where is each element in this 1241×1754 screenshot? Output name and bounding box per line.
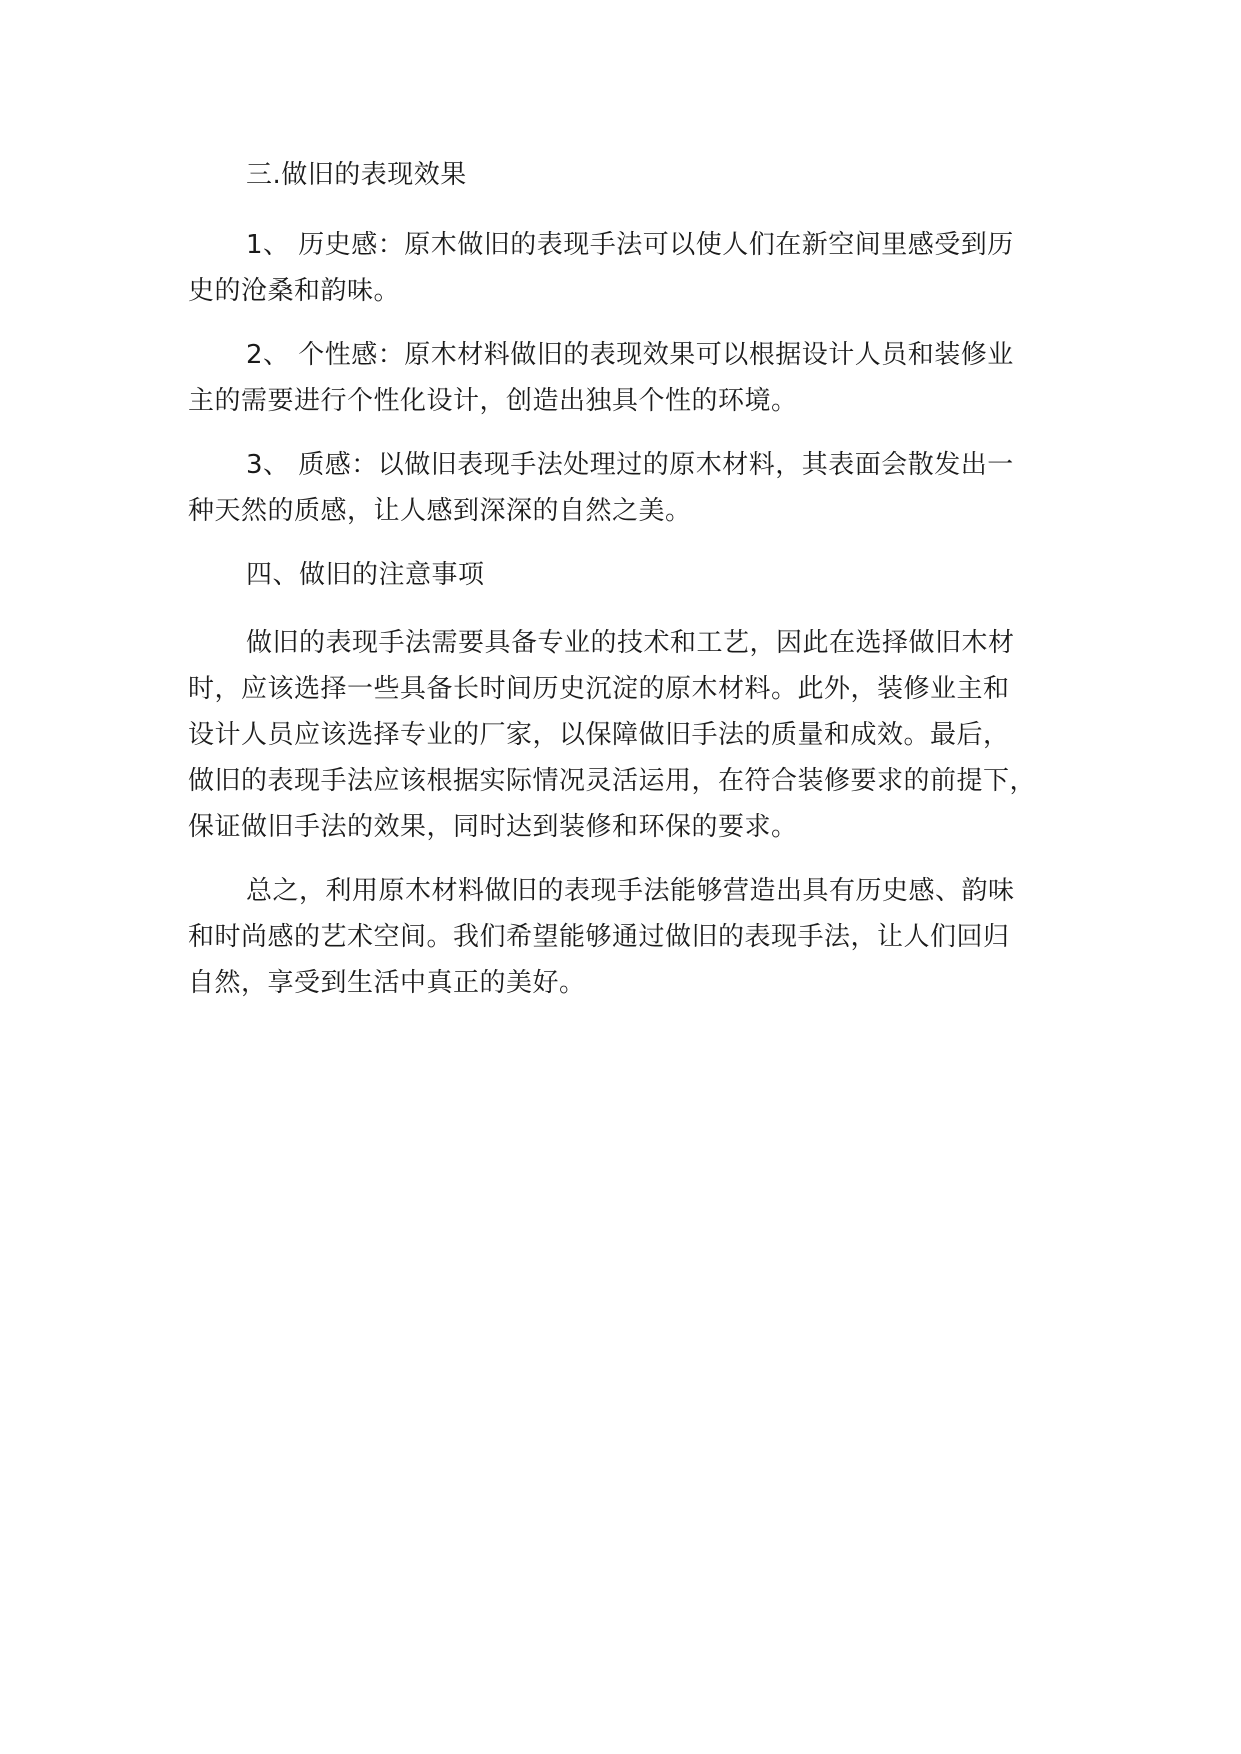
list-item-texture: 3、 质感：以做旧表现手法处理过的原木材料，其表面会散发出一 种天然的质感，让人感到深深的自然之美。 <box>188 450 1014 526</box>
section-heading-effects: 三.做旧的表现效果 <box>246 160 467 190</box>
body-paragraph-notes: 做旧的表现手法需要具备专业的技术和工艺，因此在选择做旧木材 时，应该选择一些具备长时间历史沉淀的原木材料。此外，装修业主和 设计人员应该选择专业的厂家，以保障做旧手法的质量和成效。最后， 做旧的表现手法应该根据实际情况灵活运用，在符合装修要求的前提下， 保证做旧手法的效果，同时达到装修和环保的要求。 <box>188 628 1037 842</box>
body-paragraph-conclusion: 总之，利用原木材料做旧的表现手法能够营造出具有历史感、韵味 和时尚感的艺术空间。我们希望能够通过做旧的表现手法，让人们回归 自然，享受到生活中真正的美好。 <box>188 876 1015 998</box>
section-heading-notes: 四、做旧的注意事项 <box>246 560 485 590</box>
list-item-history: 1、 历史感：原木做旧的表现手法可以使人们在新空间里感受到历 史的沧桑和韵味。 <box>188 230 1014 306</box>
list-item-personality: 2、 个性感：原木材料做旧的表现效果可以根据设计人员和装修业 主的需要进行个性化设计，创造出独具个性的环境。 <box>188 340 1014 416</box>
